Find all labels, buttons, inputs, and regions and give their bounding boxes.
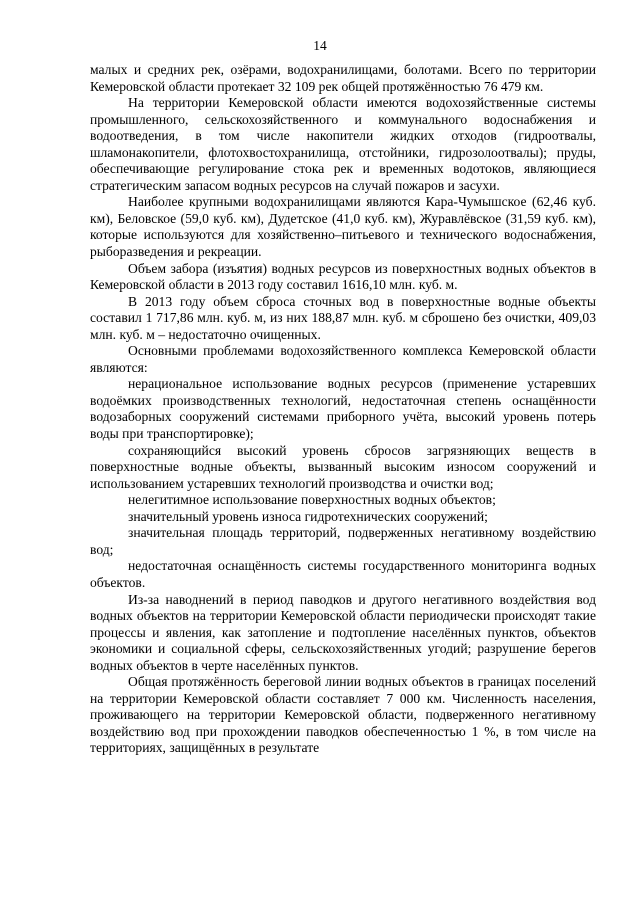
list-item: сохраняющийся высокий уровень сбросов загрязняющих веществ в поверхностные водные объекты, вызванный высоким износом сооружений и использованием устаревших технологий производства и очистки вод; — [90, 442, 596, 491]
list-item: значительный уровень износа гидротехнических сооружений; — [128, 508, 488, 524]
list-item: нерациональное использование водных ресурсов (применение устаревших водоёмких производственных технологий, недостаточная степень оснащённости водозаборных сооружений системами приборного учёта, высокий уровень потерь воды при транспортировке); — [90, 376, 596, 442]
paragraph: Основными проблемами водохозяйственного комплекса Кемеровской области являются: — [90, 343, 596, 375]
document-body — [90, 62, 596, 757]
paragraph: Объем забора (изъятия) водных ресурсов из поверхностных водных объектов в Кемеровской области в 2013 году составил 1616,10 млн. куб. м. — [90, 260, 596, 293]
paragraph: На территории Кемеровской области имеются водохозяйственные системы промышленного, сельскохозяйственного и коммунального водоснабжения и водоотведения, в том числе накопители жидких отходов (гидроотвалы, шламонакопители, флотохвостохранилища, отстойники, гидрозолоотвалы); пруды, обеспечивающие регулирование стока рек и временных водотоков, являющиеся стратегическим запасом водных ресурсов на случай пожаров и засухи. — [90, 95, 596, 193]
paragraph: В 2013 году объем сброса сточных вод в поверхностные водные объекты составил 1 717,86 млн. куб. м, из них 188,87 млн. куб. м сброшено без очистки, 409,03 млн. куб. м – недостаточно очищенных. — [90, 293, 596, 342]
list-item: недостаточная оснащённость системы государственного мониторинга водных объектов. — [90, 558, 596, 590]
list-item: значительная площадь территорий, подверженных негативному воздействию вод; — [90, 525, 596, 557]
paragraph: Наиболее крупными водохранилищами являются Кара-Чумышское (62,46 куб. км), Беловское (59,0 куб. км), Дудетское (41,0 куб. км), Журавлёвское (31,59 куб. км), которые используются для хозяйственно–питьевого и технического водоснабжения, рыборазведения и рекреации. — [90, 194, 596, 260]
paragraph: малых и средних рек, озёрами, водохранилищами, болотами. Всего по территории Кемеровской области протекает 32 109 рек общей протяжённостью 76 479 км. — [90, 62, 596, 94]
paragraph: Общая протяжённость береговой линии водных объектов в границах поселений на территории Кемеровской области составляет 7 000 км. Численность населения, проживающего на территории Кемеровской области, подверженного негативному воздействию вод при прохождении паводков обеспеченностью 1 %, в том числе на территориях, защищённых в результате — [90, 674, 596, 756]
page-number: 14 — [313, 38, 327, 53]
paragraph: Из-за наводнений в период паводков и другого негативного воздействия вод водных объектов на территории Кемеровской области периодически происходят такие процессы и явления, как затопление и подтопление населённых пунктов, объектов экономики и социальной сферы, сельскохозяйственных угодий; разрушение берегов водных объектов в черте населённых пунктов. — [90, 591, 596, 673]
list-item: нелегитимное использование поверхностных водных объектов; — [128, 492, 496, 508]
